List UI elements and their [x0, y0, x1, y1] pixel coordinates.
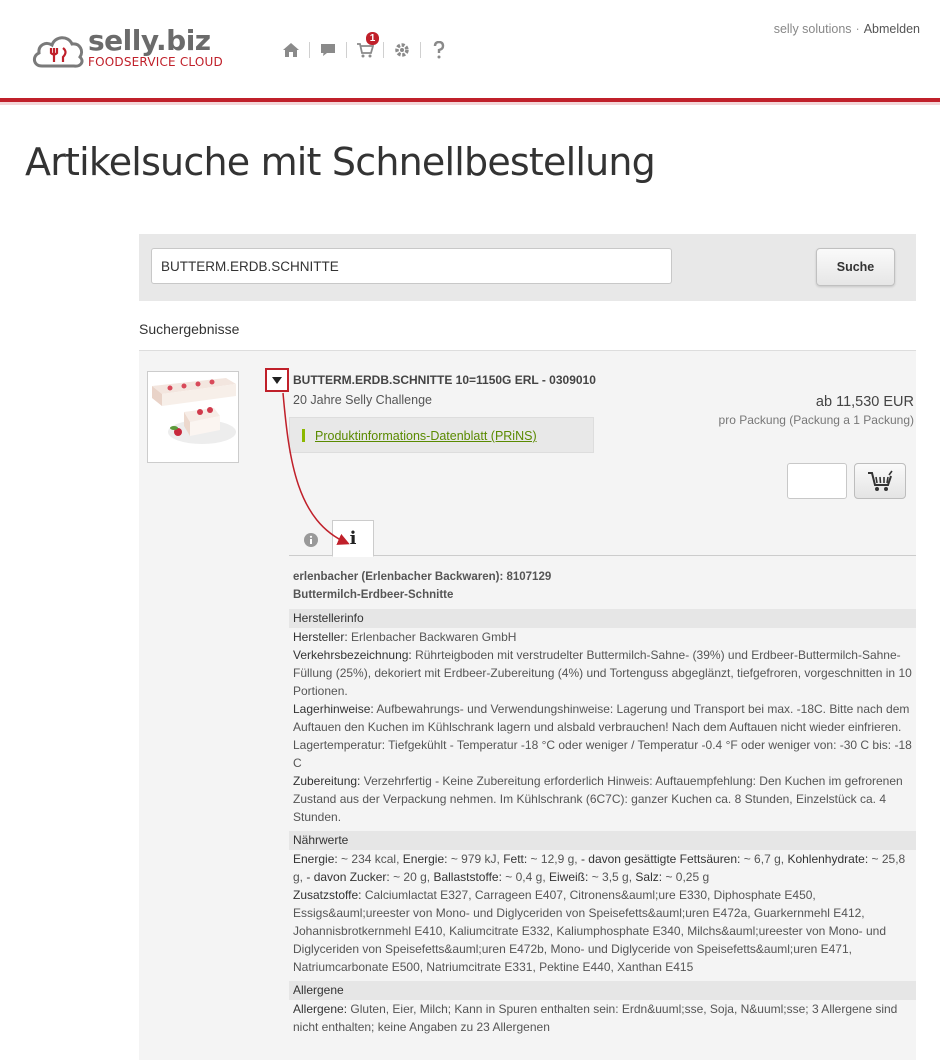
- salz-label: Salz:: [635, 870, 663, 884]
- search-bar: [139, 234, 916, 301]
- allergen-label: Allergene:: [293, 1002, 348, 1016]
- energie-value: ~ 234 kcal,: [341, 852, 400, 866]
- quantity-input[interactable]: [787, 463, 847, 499]
- shopping-cart-icon: [867, 470, 893, 492]
- section-nutrition-heading: Nährwerte: [289, 831, 916, 850]
- cart-icon[interactable]: [352, 33, 378, 62]
- home-icon[interactable]: [278, 38, 304, 62]
- result-item: [139, 351, 916, 1060]
- search-button[interactable]: Suche: [816, 248, 895, 286]
- info-marker-icon: [302, 429, 305, 442]
- page-title: Artikelsuche mit Schnellbestellung: [25, 140, 655, 184]
- brand-tagline: FOODSERVICE CLOUD: [88, 55, 223, 69]
- eiweiss-label: Eiweiß:: [549, 870, 589, 884]
- product-subtitle: 20 Jahre Selly Challenge: [293, 393, 432, 407]
- zucker-value: ~ 20 g,: [393, 870, 431, 884]
- nav-divider: [420, 42, 421, 58]
- zucker-label: - davon Zucker:: [306, 870, 390, 884]
- tab-bar-line: [289, 555, 916, 556]
- kohlenhydrate-label: Kohlenhydrate:: [787, 852, 869, 866]
- nutrition-info: [293, 850, 916, 976]
- product-thumbnail[interactable]: [147, 371, 239, 463]
- company-link[interactable]: selly solutions: [773, 22, 852, 36]
- fett-value: ~ 12,9 g,: [530, 852, 578, 866]
- add-to-cart-button[interactable]: [854, 463, 906, 499]
- link-separator: ·: [855, 22, 860, 36]
- logout-link[interactable]: Abmelden: [863, 22, 920, 36]
- top-navigation: [278, 33, 452, 62]
- ballast-value: ~ 0,4 g,: [505, 870, 546, 884]
- allergen-value: Gluten, Eier, Milch; Kann in Spuren enthalten sein: Erdn&uuml;sse, Soja, N&uuml;sse; 3 Allergene sind nicht enthalten; keine Angaben zu 23 Allergenen: [293, 1002, 898, 1034]
- tab-details[interactable]: [332, 520, 374, 557]
- search-input[interactable]: [151, 248, 672, 284]
- datasheet-link[interactable]: Produktinformations-Datenblatt (PRiNS): [315, 429, 537, 443]
- lager-label: Lagerhinweise:: [293, 702, 374, 716]
- vendor-line: erlenbacher (Erlenbacher Backwaren): 8107129: [293, 571, 552, 583]
- chat-icon[interactable]: [315, 38, 341, 62]
- product-title[interactable]: BUTTERM.ERDB.SCHNITTE 10=1150G ERL - 0309010: [293, 373, 596, 387]
- nav-divider: [309, 42, 310, 58]
- energie-kj-value: ~ 979 kJ,: [450, 852, 500, 866]
- zusatz-label: Zusatzstoffe:: [293, 888, 362, 902]
- product-name: Buttermilch-Erdbeer-Schnitte: [293, 589, 454, 601]
- cloud-logo-icon: [30, 30, 86, 70]
- gesaettigt-label: - davon gesättigte Fettsäuren:: [580, 852, 741, 866]
- settings-icon[interactable]: [389, 38, 415, 62]
- gesaettigt-value: ~ 6,7 g,: [743, 852, 785, 866]
- fett-label: Fett:: [503, 852, 528, 866]
- nav-divider: [346, 42, 347, 58]
- hersteller-value: Erlenbacher Backwaren GmbH: [351, 630, 517, 644]
- nav-divider: [383, 42, 384, 58]
- app-header: [0, 0, 940, 102]
- zusatz-value: Calciumlactat E327, Carrageen E407, Citronens&auml;ure E330, Diphosphate E450, Essigs&auml;ureester von Mono- und Diglyceriden von Speisefetts&auml;uren E472a, Guarkernmehl E412, Johannisbrotkernmehl E410, Kaliumcitrate E332, Kaliumphosphate E340, Milchs&auml;ureester von Mono- und Diglyceriden von Speisefetts&auml;uren E472b, Mono- und Diglyceride von Speisefetts&auml;uren E471, Natriumcarbonate E500, Natriumcitrate E331, Pektine E440, Xanthan E415: [293, 888, 886, 974]
- product-price: ab 11,530 EUR: [815, 394, 914, 410]
- zubereitung-label: Zubereitung:: [293, 774, 361, 788]
- brand-name: selly.biz: [88, 24, 211, 57]
- expand-toggle-button[interactable]: [265, 368, 289, 392]
- verkehr-label: Verkehrsbezeichnung:: [293, 648, 412, 662]
- product-details: [293, 568, 916, 1036]
- help-icon[interactable]: [426, 38, 452, 62]
- kohlenhydrate-value: ~ 25,8 g,: [293, 852, 906, 884]
- lager-value: Aufbewahrungs- und Verwendungshinweise: Lagerung und Transport bei max. -18C. Bitte nach dem Auftauen den Kuchen im Kühlschrank lagern und alsbald verbrauchen! Nach dem Auftauen nicht wieder einfrieren. Lagertemperatur: Tiefgekühlt - Temperatur -18 °C oder weniger / Temperatur -0.4 °F oder weniger von: -30 C bis: -18 C: [293, 702, 912, 770]
- section-allergens-heading: Allergene: [289, 981, 916, 1000]
- price-unit: pro Packung (Packung a 1 Packung): [718, 413, 914, 427]
- verkehr-value: Rührteigboden mit verstrudelter Buttermilch-Sahne- (39%) und Erdbeer-Buttermilch-Sahne-Füllung (25%), dekoriert mit Erdbeer-Zubereitung (4%) und Tortenguss abgeglänzt, tiefgefroren, vorgeschnitten in 10 Portionen.: [293, 648, 912, 698]
- cart-badge: 1: [366, 32, 379, 45]
- salz-value: ~ 0,25 g: [665, 870, 710, 884]
- eiweiss-value: ~ 3,5 g,: [591, 870, 633, 884]
- product-info-box: [289, 417, 594, 453]
- zubereitung-value: Verzehrfertig - Keine Zubereitung erforderlich Hinweis: Auftauempfehlung: Den Kuchen im gefrorenen Zustand aus der Verpackung nehmen. Im Kühlschrank (6C7C): ganzer Kuchen ca. 8 Stunden, Einzelstück ca. 4 Stunden.: [293, 774, 903, 824]
- account-links: [774, 22, 920, 36]
- energie-label: Energie:: [293, 852, 338, 866]
- tab-product-info[interactable]: [300, 529, 322, 551]
- selly-logo[interactable]: [30, 26, 240, 76]
- allergen-info: [293, 1000, 916, 1036]
- tab-details-label: i: [349, 528, 357, 549]
- ballast-label: Ballaststoffe:: [433, 870, 502, 884]
- hersteller-label: Hersteller:: [293, 630, 348, 644]
- section-manufacturer-heading: Herstellerinfo: [289, 609, 916, 628]
- caret-down-icon: [272, 377, 282, 384]
- cake-image: [148, 372, 239, 463]
- results-heading: Suchergebnisse: [139, 321, 240, 337]
- manufacturer-info: [293, 628, 916, 826]
- info-circle-icon: [304, 533, 318, 547]
- energie-kj-label: Energie:: [402, 852, 448, 866]
